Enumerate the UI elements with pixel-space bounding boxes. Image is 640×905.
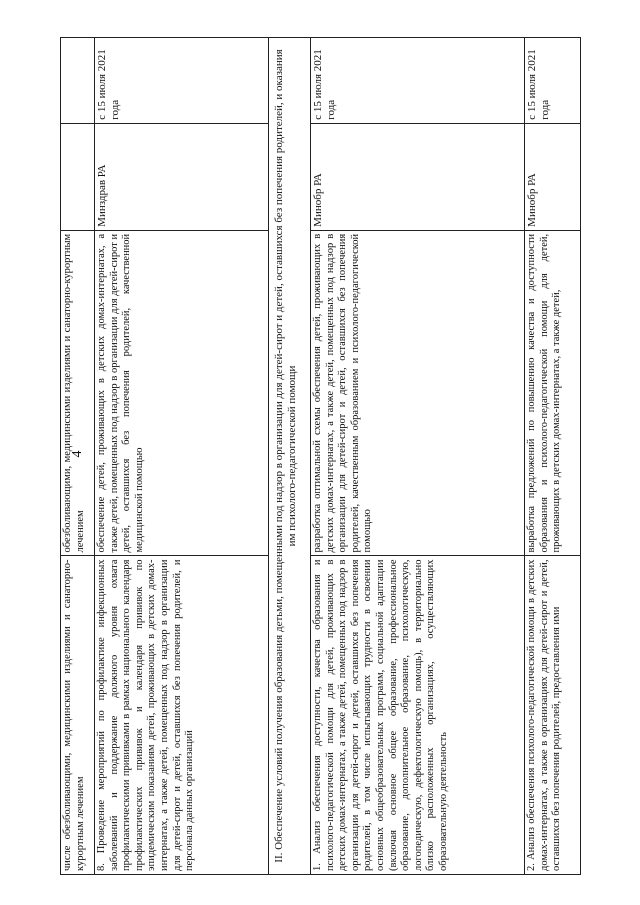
table-row xyxy=(311,38,525,875)
measure-cell: 2. Анализ обеспечения психолого-педагогической помощи в детских домах-интернатах, а также в организациях для детей-сирот и детей, оставшихся без попечения родителей, предоставления ими xyxy=(525,556,581,875)
responsible-cell xyxy=(61,123,95,230)
measure-cell: 8. Проведение мероприятий по профилактике инфекционных заболеваний и поддержание должного уровня охвата профилактическими прививками в рамках национального календаря профилактических прививок и календаря прививок по эпидемическим показаниям детей, проживающих в детских домах-интернатах, а также детей, помещенных под надзор в организации для детей-сирот и детей, оставшихся без попечения родителей, и персонала данных организаций xyxy=(95,556,269,875)
section-heading: II. Обеспечение условий получения образования детьми, помещенными под надзор в организации для детей-сирот и детей, оставшихся без попечения родителей, и оказания им психолого-педагогической помощи xyxy=(269,38,311,875)
document-page xyxy=(60,37,580,875)
responsible-cell: Минздрав РА xyxy=(95,123,269,230)
deadline-cell: с 15 июля 2021 года xyxy=(525,38,581,124)
deadline-cell: с 15 июля 2021 года xyxy=(95,38,269,124)
result-cell: обезболивающими, медицинскими изделиями и санаторно-курортным лечением xyxy=(61,230,95,556)
table-row xyxy=(525,38,581,875)
measure-cell: 1. Анализ обеспечения доступности, качества образования и психолого-педагогической помощи для детей, проживающих в детских домах-интернатах, а также детей, помещенных под надзор в организации для детей-сирот и детей, оставшихся без попечения родителей, в том числе испытывающих трудности в освоении основных общеобразовательных программ, социальной адаптации (включая основное общее образование, профессиональное образование, дополнительное образование, психологическую, логопедическую, дефектологическую помощь), в территориально близко расположенных организациях, осуществляющих образовательную деятельность xyxy=(311,556,525,875)
action-plan-table xyxy=(60,37,581,875)
responsible-cell: Минобр РА xyxy=(311,123,525,230)
deadline-cell xyxy=(61,38,95,124)
responsible-cell: Минобр РА xyxy=(525,123,581,230)
rotated-sheet xyxy=(60,37,580,875)
deadline-cell: с 15 июля 2021 года xyxy=(311,38,525,124)
page-number: 4 xyxy=(70,450,85,458)
section-row xyxy=(269,38,311,875)
table-row xyxy=(61,38,95,875)
result-cell: разработка оптимальной схемы обеспечения детей, проживающих в детских домах-интернатах, а также детей, помещенных под надзор в организации для детей-сирот и детей, оставшихся без попечения родителей, качественным образованием и психолого-педагогической помощью xyxy=(311,230,525,556)
result-cell: выработка предложений по повышению качества и доступности образования и психолого-педагогической помощи для детей, проживающих в детских домах-интернатах, а также детей, xyxy=(525,230,581,556)
measure-cell: числе обезболивающими, медицинскими изделиями и санаторно-курортным лечением xyxy=(61,556,95,875)
table-row xyxy=(95,38,269,875)
result-cell: обеспечение детей, проживающих в детских домах-интернатах, а также детей, помещенных под надзор в организации для детей-сирот и детей, оставшихся без попечения родителей, качественной медицинской помощью xyxy=(95,230,269,556)
